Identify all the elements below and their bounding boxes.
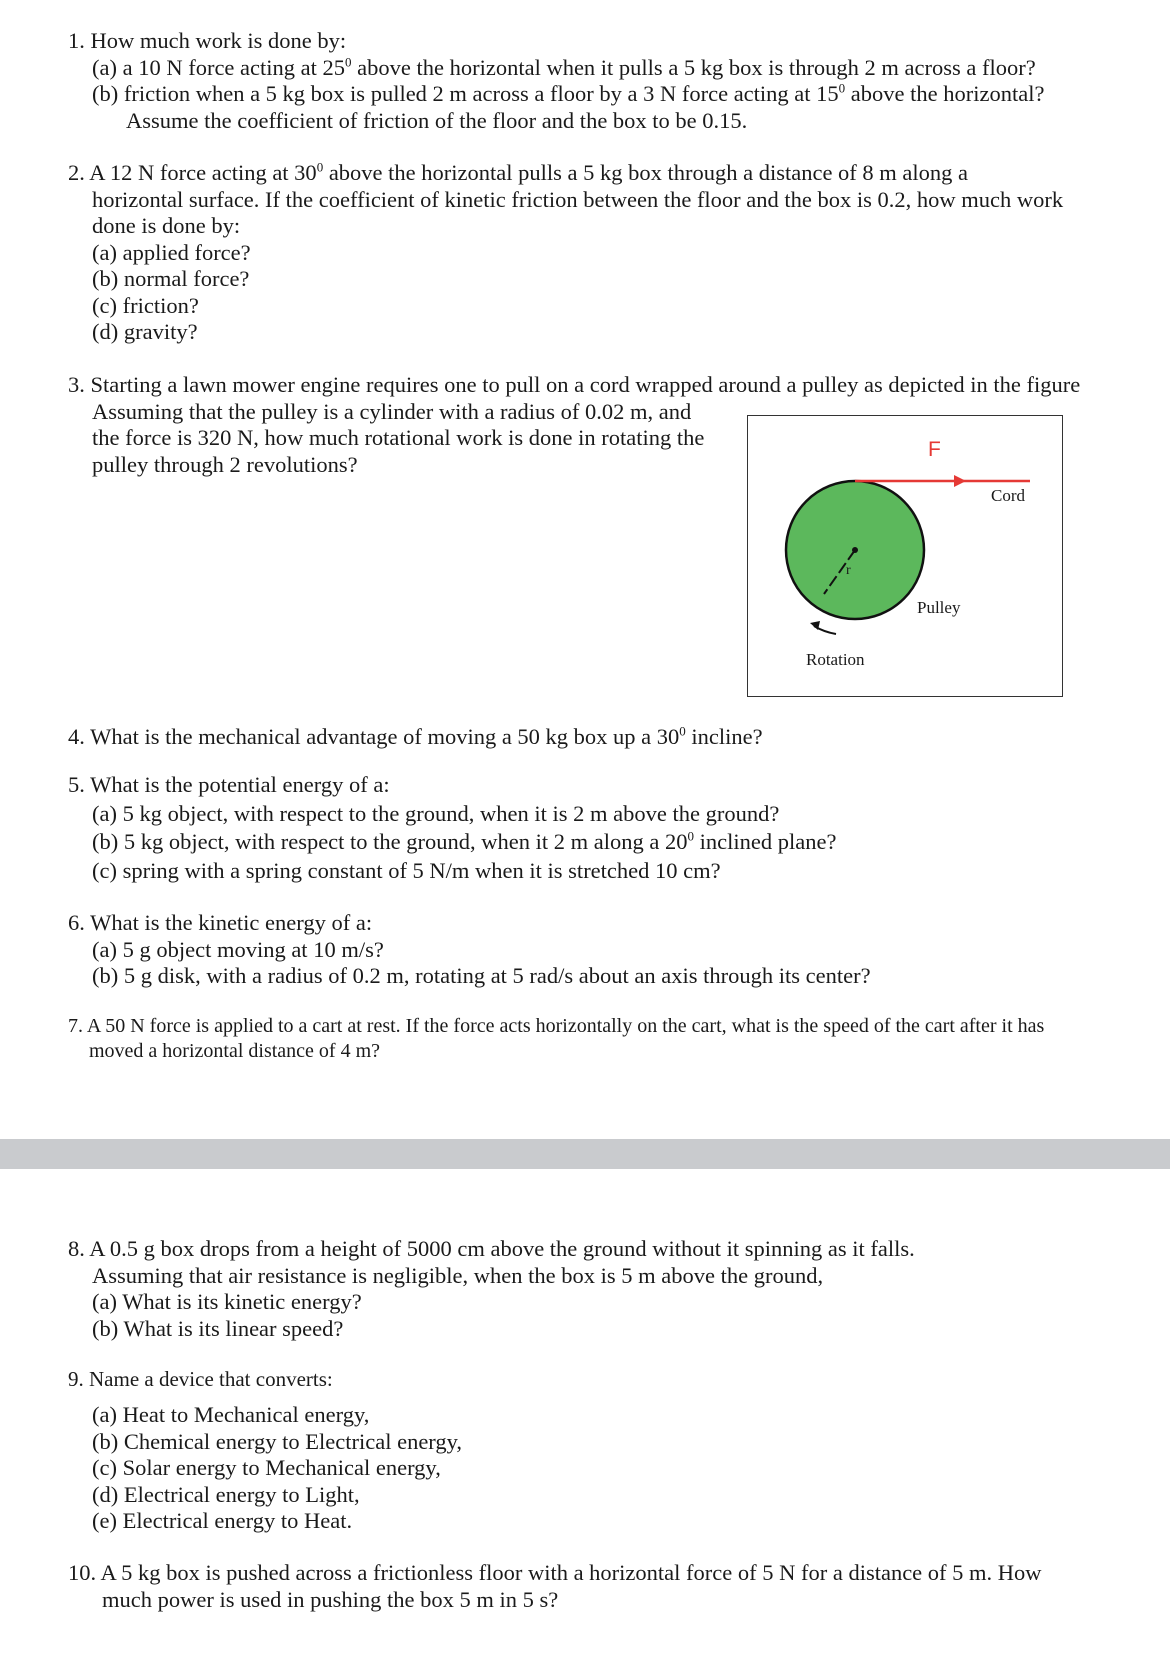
page-divider <box>0 1139 1170 1169</box>
q7-line-2: moved a horizontal distance of 4 m? <box>89 1040 381 1062</box>
q5-stem: 5. What is the potential energy of a: <box>68 772 390 797</box>
pulley-center <box>852 547 858 553</box>
question-7 <box>68 1014 1130 1064</box>
q3-line-3: the force is 320 N, how much rotational work is done in rotating the <box>92 425 705 450</box>
q6-part-a: (a) 5 g object moving at 10 m/s? <box>92 936 384 962</box>
q7-line-1: 7. A 50 N force is applied to a cart at rest. If the force acts horizontally on the cart, what is the speed of the cart after it has <box>68 1015 1045 1037</box>
force-arrowhead <box>954 475 966 487</box>
q2-part-d: (d) gravity? <box>92 319 198 344</box>
q4-stem: 4. What is the mechanical advantage of moving a 50 kg box up a $30^0$ incline? <box>68 723 763 749</box>
q9-part-b: (b) Chemical energy to Electrical energy, <box>92 1428 463 1454</box>
pulley-diagram <box>748 416 1064 698</box>
pulley-label: Pulley <box>917 598 961 617</box>
q10-line-1: 10. A 5 kg box is pushed across a frictionless floor with a horizontal force of 5 N for a distance of 5 m. How <box>68 1560 1042 1585</box>
pulley-figure <box>747 415 1063 697</box>
question-1 <box>68 28 1130 134</box>
q9-part-a: (a) Heat to Mechanical energy, <box>92 1402 370 1427</box>
q9-part-c: (c) Solar energy to Mechanical energy, <box>92 1455 441 1480</box>
q9-stem: 9. Name a device that converts: <box>68 1367 333 1391</box>
rotation-label: Rotation <box>806 650 865 669</box>
q1-part-a: (a) a 10 N force acting at $25^0$ above the horizontal when it pulls a 5 kg box is through 2 m across a floor? <box>92 54 1036 80</box>
q2-stem: 2. A 12 N force acting at $30^0$ above the horizontal pulls a 5 kg box through a distance of 8 m along a <box>68 159 969 185</box>
q5-part-a: (a) 5 kg object, with respect to the ground, when it is 2 m above the ground? <box>92 800 780 826</box>
q8-part-a: (a) What is its kinetic energy? <box>92 1289 362 1314</box>
question-5 <box>68 772 1130 884</box>
q1-part-b: (b) friction when a 5 kg box is pulled 2 m across a floor by a 3 N force acting at $15^0$ above the horizontal? <box>92 80 1045 106</box>
q1-part-b-note: Assume the coefficient of friction of the floor and the box to be 0.15. <box>126 107 748 133</box>
question-10 <box>68 1560 1130 1613</box>
cord-label: Cord <box>991 486 1025 505</box>
force-label: F <box>928 438 941 461</box>
q2-part-a: (a) applied force? <box>92 239 251 265</box>
question-9 <box>68 1367 1130 1535</box>
q2-part-c: (c) friction? <box>92 292 199 318</box>
q2-stem-line-2: horizontal surface. If the coefficient of kinetic friction between the floor and the box is 0.2, how much work <box>92 186 1064 212</box>
q8-part-b: (b) What is its linear speed? <box>92 1315 344 1341</box>
q9-part-d: (d) Electrical energy to Light, <box>92 1481 360 1507</box>
q6-stem: 6. What is the kinetic energy of a: <box>68 910 373 935</box>
question-2 <box>68 160 1130 346</box>
question-6 <box>68 910 1130 990</box>
question-8 <box>68 1236 1130 1342</box>
q2-stem-line-3: done is done by: <box>92 213 241 238</box>
q9-part-e: (e) Electrical energy to Heat. <box>92 1508 353 1533</box>
q3-line-4: pulley through 2 revolutions? <box>92 451 358 477</box>
q5-part-c: (c) spring with a spring constant of 5 N/m when it is stretched 10 cm? <box>92 857 721 883</box>
question-4 <box>68 724 1130 751</box>
q1-stem: 1. How much work is done by: <box>68 28 347 53</box>
q3-line-2: Assuming that the pulley is a cylinder with a radius of 0.02 m, and <box>92 398 692 424</box>
q3-line-1: 3. Starting a lawn mower engine requires one to pull on a cord wrapped around a pulley as depicted in the figure <box>68 372 1081 397</box>
q5-part-b: (b) 5 kg object, with respect to the ground, when it 2 m along a $20^0$ inclined plane? <box>92 828 837 854</box>
q8-line-2: Assuming that air resistance is negligible, when the box is 5 m above the ground, <box>92 1262 824 1288</box>
q2-part-b: (b) normal force? <box>92 266 250 291</box>
radius-label: r <box>846 563 851 578</box>
q10-line-2: much power is used in pushing the box 5 m in 5 s? <box>102 1586 559 1612</box>
q6-part-b: (b) 5 g disk, with a radius of 0.2 m, rotating at 5 rad/s about an axis through its center? <box>92 963 871 988</box>
q8-line-1: 8. A 0.5 g box drops from a height of 5000 cm above the ground without it spinning as it falls. <box>68 1236 915 1261</box>
